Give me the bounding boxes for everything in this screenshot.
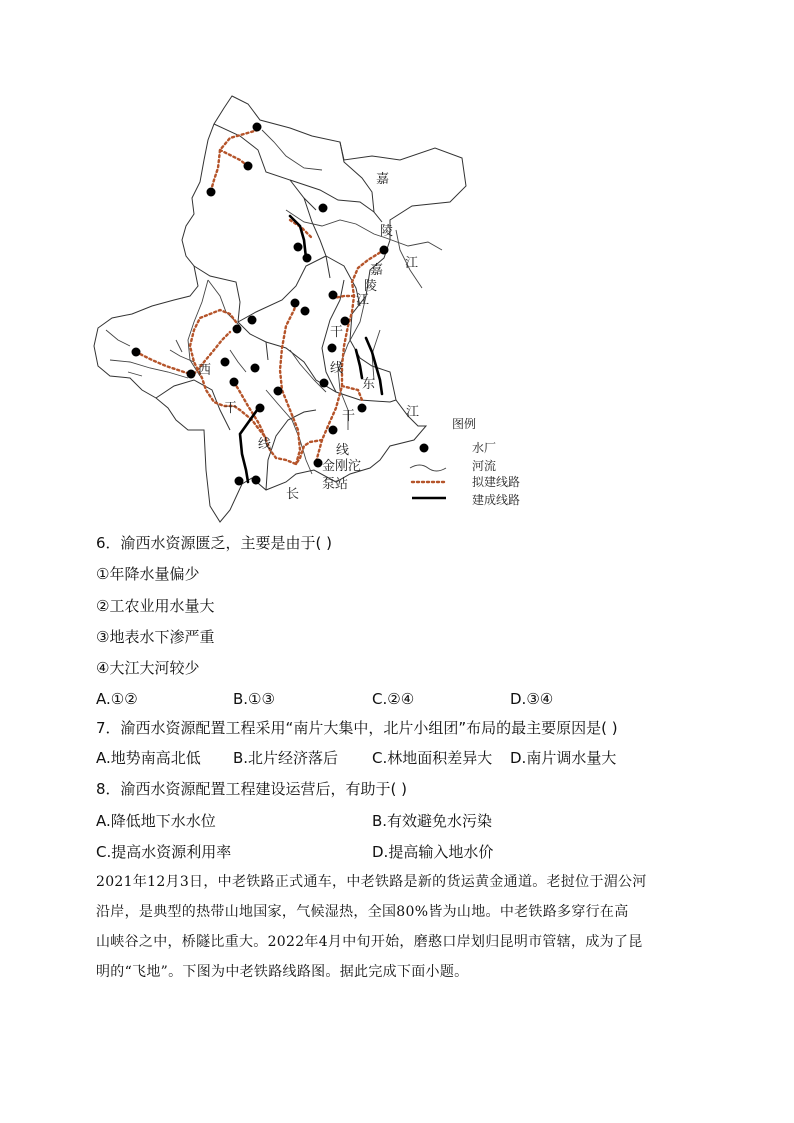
label-jialingjiang-3: 江 [405, 256, 419, 271]
water-project-map [90, 90, 550, 530]
label-xi-trunk-2: 干 [224, 401, 238, 416]
water-plant-marker [358, 404, 367, 413]
water-plant-marker [329, 426, 338, 435]
water-plant-marker [380, 246, 389, 255]
water-plant-marker [328, 344, 337, 353]
water-plant-marker [294, 243, 303, 252]
water-plant-marker [252, 476, 261, 485]
water-plant-marker [233, 325, 242, 334]
legend-river-symbol [410, 465, 446, 471]
water-plant-marker [207, 188, 216, 197]
label-dong-trunk-1: 东 [362, 377, 376, 392]
q6-stem: 6．渝西水资源匮乏，主要是由于( ) [96, 534, 333, 552]
legend-river-label: 河流 [472, 459, 497, 473]
water-plant-marker [221, 358, 230, 367]
label-jingangtuo: 金刚沱 [322, 459, 362, 474]
q6-statement-3: ③地表水下渗严重 [96, 628, 215, 646]
q7-option-b[interactable]: B.北片经济落后 [233, 749, 339, 767]
label-jialingjiang-1: 嘉 [376, 172, 390, 187]
passage-line-2: 沿岸，是典型的热带山地国家，气候湿热，全国80%皆为山地。中老铁路多穿行在高 [96, 904, 629, 920]
label-jialing-trunk-3: 江 [356, 293, 370, 308]
label-dong-trunk-2: 江 [406, 405, 420, 420]
legend-planned-label: 拟建线路 [472, 475, 521, 489]
label-pumping-station: 泵站 [322, 477, 349, 492]
q8-stem: 8．渝西水资源配置工程建设运营后，有助于( ) [96, 780, 408, 798]
water-plant-marker [256, 404, 265, 413]
legend-plant-label: 水厂 [472, 441, 497, 455]
label-dong-trunk-3: 干 [342, 409, 356, 424]
map-legend [410, 416, 520, 507]
label-dong-trunk-4: 线 [336, 443, 350, 458]
legend-title: 图例 [452, 417, 477, 431]
water-plant-marker [291, 299, 300, 308]
passage-line-1: 2021年12月3日，中老铁路正式通车，中老铁路是新的货运黄金通道。老挝位于湄公河 [96, 874, 647, 890]
water-plant-marker [187, 370, 196, 379]
water-plant-marker [253, 123, 262, 132]
water-plant-marker [244, 162, 253, 171]
q8-option-c[interactable]: C.提高水资源利用率 [96, 843, 232, 861]
q6-option-c[interactable]: C.②④ [372, 690, 415, 708]
q6-statement-4: ④大江大河较少 [96, 659, 200, 677]
water-plant-marker [303, 254, 312, 263]
label-xi-trunk-1: 西 [198, 363, 212, 378]
q7-option-a[interactable]: A.地势南高北低 [96, 749, 201, 767]
q7-option-d[interactable]: D.南片调水量大 [510, 749, 617, 767]
water-plant-marker [274, 387, 283, 396]
q8-option-d[interactable]: D.提高输入地水价 [372, 843, 494, 861]
water-plant-marker [301, 307, 310, 316]
label-jialingjiang-2: 陵 [380, 224, 394, 239]
label-jialing-trunk-1: 嘉 [370, 263, 384, 278]
rivers [106, 130, 442, 474]
q8-option-b[interactable]: B.有效避免水污染 [372, 812, 493, 830]
water-plant-marker [235, 477, 244, 486]
water-plant-marker [329, 291, 338, 300]
water-plant-marker [320, 379, 329, 388]
water-plant-marker [248, 316, 257, 325]
label-jialing-trunk-4: 干 [330, 325, 344, 340]
q6-statement-2: ②工农业用水量大 [96, 597, 215, 615]
passage-line-3: 山峡谷之中，桥隧比重大。2022年4月中旬开始，磨憨口岸划归昆明市管辖，成为了昆 [96, 934, 643, 950]
label-jialing-trunk-5: 线 [330, 361, 344, 376]
label-changjiang: 长 [286, 487, 300, 502]
q6-option-d[interactable]: D.③④ [510, 690, 554, 708]
legend-built-label: 建成线路 [472, 493, 521, 507]
q7-option-c[interactable]: C.林地面积差异大 [372, 749, 493, 767]
legend-plant-symbol [420, 444, 429, 453]
water-plant-marker [230, 378, 239, 387]
q6-option-b[interactable]: B.①③ [233, 690, 275, 708]
q7-stem: 7．渝西水资源配置工程采用“南片大集中，北片小组团”布局的最主要原因是( ) [96, 719, 618, 737]
label-jialing-trunk-2: 陵 [364, 279, 378, 294]
water-plant-marker [132, 348, 141, 357]
passage-line-4: 明的“飞地”。下图为中老铁路线路图。据此完成下面小题。 [96, 964, 469, 980]
label-xi-trunk-3: 线 [258, 437, 272, 452]
q6-statement-1: ①年降水量偏少 [96, 565, 200, 583]
q6-option-a[interactable]: A.①② [96, 690, 138, 708]
q8-option-a[interactable]: A.降低地下水水位 [96, 812, 216, 830]
water-plant-marker [251, 364, 260, 373]
water-plant-marker [319, 204, 328, 213]
